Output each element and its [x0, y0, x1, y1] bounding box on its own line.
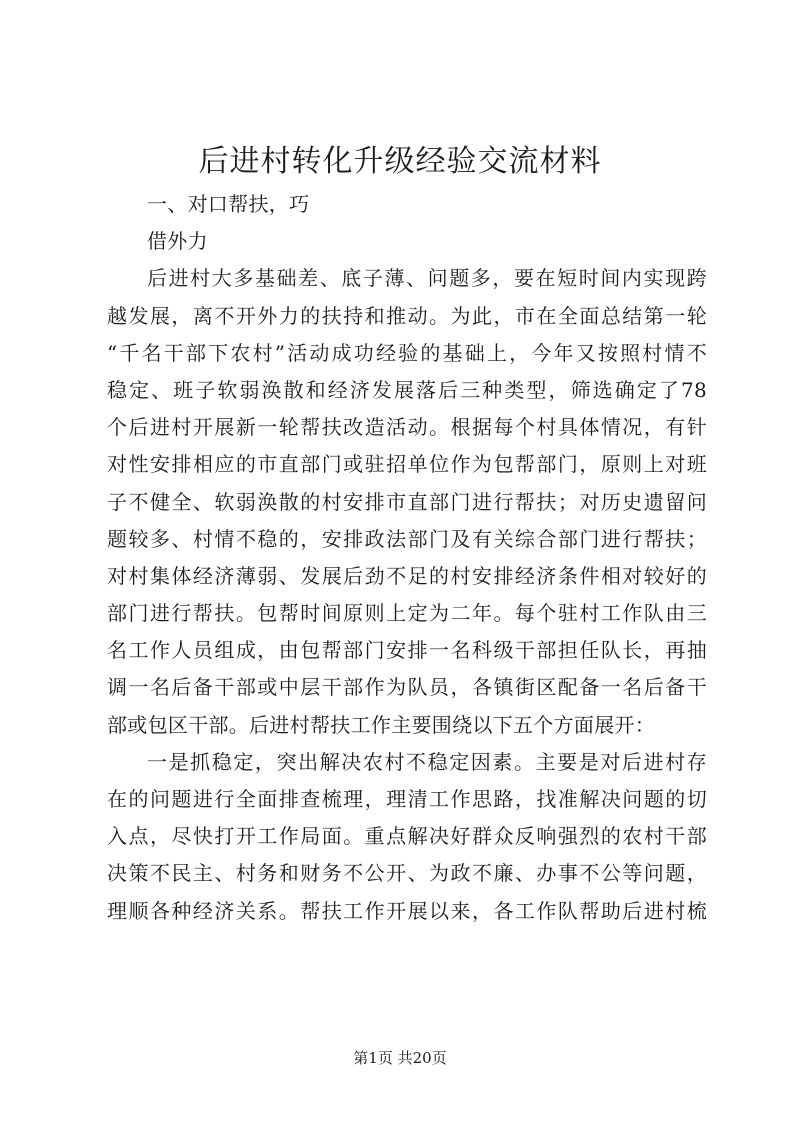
text-line: 借外力 [147, 229, 208, 254]
text-line: 名工作人员组成，由包帮部门安排一名科级干部担任队长，再抽 [107, 638, 707, 663]
text-line: 一、对口帮扶，巧 [147, 192, 310, 216]
text-line: 决策不民主、村务和财务不公开、为政不廉、办事不公等问题， [107, 861, 707, 886]
text-line: 部或包区干部。后进村帮扶工作主要围绕以下五个方面展开： [107, 712, 656, 737]
document-body [107, 186, 707, 930]
text-line: 一是抓稳定，突出解决农村不稳定因素。主要是对后进村存 [147, 749, 707, 774]
text-line: 在的问题进行全面排查梳理，理清工作思路，找准解决问题的切 [107, 787, 707, 811]
page-footer: 第1页 共20页 [353, 1049, 447, 1067]
text-line: 后进村大多基础差、底子薄、问题多，要在短时间内实现跨 [147, 266, 707, 291]
text-line: 部门进行帮扶。包帮时间原则上定为二年。每个驻村工作队由三 [107, 601, 707, 626]
text-line: 稳定、班子软弱涣散和经济发展落后三种类型，筛选确定了78 [107, 377, 707, 402]
text-line: “千名干部下农村”活动成功经验的基础上，今年又按照村情不 [107, 340, 707, 365]
text-line: 调一名后备干部或中层干部作为队员，各镇街区配备一名后备干 [107, 675, 707, 700]
text-line: 个后进村开展新一轮帮扶改造活动。根据每个村具体情况，有针 [107, 415, 707, 440]
text-line: 子不健全、软弱涣散的村安排市直部门进行帮扶；对历史遗留问 [107, 489, 707, 514]
text-line: 理顺各种经济关系。帮扶工作开展以来，各工作队帮助后进村梳 [107, 898, 707, 923]
text-line: 对村集体经济薄弱、发展后劲不足的村安排经济条件相对较好的 [107, 563, 707, 588]
text-line: 对性安排相应的市直部门或驻招单位作为包帮部门，原则上对班 [107, 452, 707, 477]
text-line: 入点，尽快打开工作局面。重点解决好群众反响强烈的农村干部 [107, 824, 707, 849]
document-title: 后进村转化升级经验交流材料 [198, 144, 602, 179]
text-line: 题较多、村情不稳的，安排政法部门及有关综合部门进行帮扶； [107, 526, 707, 551]
text-line: 越发展，离不开外力的扶持和推动。为此，市在全面总结第一轮 [107, 303, 707, 328]
